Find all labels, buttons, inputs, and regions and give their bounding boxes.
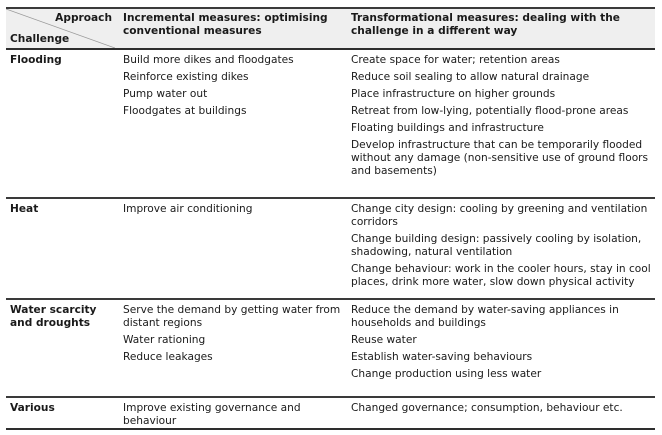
challenge-cell: Heat (10, 203, 39, 215)
header-corner-cell (6, 9, 115, 48)
transformational-cell (343, 300, 655, 396)
list-item: Change production using less water (351, 368, 542, 380)
transformational-cell (343, 199, 655, 298)
list-item: Retreat from low-lying, potentially flood-prone areas (351, 105, 629, 117)
incremental-cell (115, 199, 343, 298)
challenge-cell: Flooding (10, 54, 62, 66)
list-item: Reduce soil sealing to allow natural drainage (351, 71, 590, 83)
header-challenge-label: Challenge (10, 33, 70, 45)
header-incremental: Incremental measures: optimising conventional measures (123, 12, 328, 37)
list-item: Change behaviour: work in the cooler hours, stay in cool places, drink more water, slow down physical activity (351, 263, 651, 288)
list-item: Reuse water (351, 334, 417, 346)
row-group-flooding (6, 50, 655, 199)
list-item: Reduce leakages (123, 351, 213, 363)
challenge-cell: Various (10, 402, 55, 414)
list-item: Reinforce existing dikes (123, 71, 249, 83)
list-item: Floating buildings and infrastructure (351, 122, 544, 134)
transformational-cell (343, 398, 655, 428)
header-approach-label: Approach (55, 12, 112, 24)
list-item: Water rationing (123, 334, 206, 346)
list-item: Improve existing governance and behaviour (123, 402, 301, 427)
list-item: Change city design: cooling by greening and ventilation corridors (351, 203, 648, 228)
list-item: Develop infrastructure that can be temporarily flooded without any damage (non-sensitive use of ground floors and basements) (351, 139, 649, 177)
list-item: Changed governance; consumption, behaviour etc. (351, 402, 623, 414)
list-item: Improve air conditioning (123, 203, 253, 215)
adaptation-measures-table (6, 7, 655, 430)
header-transformational: Transformational measures: dealing with the challenge in a different way (351, 12, 620, 37)
list-item: Floodgates at buildings (123, 105, 247, 117)
incremental-cell (115, 300, 343, 396)
incremental-cell (115, 398, 343, 428)
incremental-cell (115, 50, 343, 197)
list-item: Create space for water; retention areas (351, 54, 560, 66)
table-header (6, 9, 655, 50)
list-item: Establish water-saving behaviours (351, 351, 533, 363)
list-item: Serve the demand by getting water from distant regions (123, 304, 341, 329)
row-group-various (6, 398, 655, 430)
list-item: Reduce the demand by water-saving appliances in households and buildings (351, 304, 619, 329)
list-item: Change building design: passively cooling by isolation, shadowing, natural ventilation (351, 233, 642, 258)
list-item: Place infrastructure on higher grounds (351, 88, 556, 100)
transformational-cell (343, 50, 655, 197)
list-item: Pump water out (123, 88, 208, 100)
row-group-heat (6, 199, 655, 300)
list-item: Build more dikes and floodgates (123, 54, 294, 66)
row-group-water-scarcity (6, 300, 655, 398)
challenge-cell: Water scarcity and droughts (10, 304, 97, 329)
